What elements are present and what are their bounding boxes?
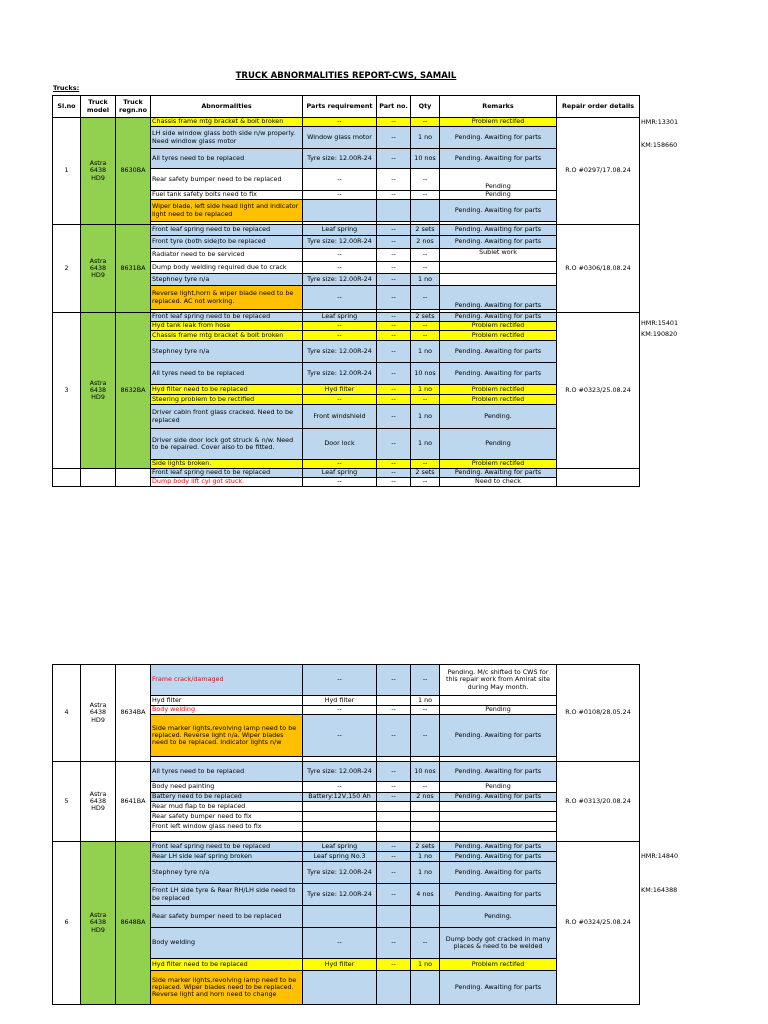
- qty-cell: 1 no: [411, 696, 440, 706]
- header-ro: Repair order details: [557, 96, 640, 118]
- partno-cell: --: [377, 286, 411, 310]
- partno-cell: --: [377, 118, 411, 127]
- partno-cell: --: [377, 852, 411, 862]
- qty-cell: 10 nos: [411, 363, 440, 385]
- partno-cell: --: [377, 395, 411, 405]
- remarks-cell: Problem rectifed: [440, 331, 557, 341]
- qty-cell: [411, 802, 440, 812]
- remarks-cell: [440, 262, 557, 274]
- ro-cell: R.O #0108/28.05.24: [557, 665, 640, 762]
- remarks-cell: Problem rectifed: [440, 959, 557, 971]
- abnormality-cell: Battery need to be replaced: [151, 793, 303, 802]
- remarks-cell: Pending. Awaiting for parts: [440, 200, 557, 222]
- qty-cell: 2 nos: [411, 236, 440, 249]
- qty-cell: --: [411, 249, 440, 262]
- header-parts: Parts requirement: [303, 96, 377, 118]
- remarks-cell: Pending. Awaiting for parts: [440, 884, 557, 906]
- abnormality-cell: Hyd tank leak from hose: [151, 322, 303, 331]
- abnormality-cell: Dump body lift cyl got stuck.: [151, 478, 303, 487]
- km-note: KM:158660: [641, 141, 678, 149]
- abnormality-cell: Front leaf spring need to be replaced: [151, 842, 303, 852]
- partno-cell: --: [377, 385, 411, 395]
- header-remarks: Remarks: [440, 96, 557, 118]
- ro-cell: R.O #0313/20.08.24: [557, 762, 640, 842]
- partno-cell: --: [377, 322, 411, 331]
- partno-cell: --: [377, 429, 411, 460]
- qty-cell: 10 nos: [411, 149, 440, 169]
- qty-cell: --: [411, 782, 440, 793]
- abnormality-cell: Driver side door lock got struck & n/w. Need to be repaired. Cover also to be fitted.: [151, 429, 303, 460]
- qty-cell: 1 no: [411, 341, 440, 363]
- parts-cell: Tyre size: 12.00R-24: [303, 884, 377, 906]
- regn-cell: 8641BA: [116, 762, 151, 842]
- remarks-cell: Pending: [440, 191, 557, 200]
- remarks-cell: Pending. Awaiting for parts: [440, 363, 557, 385]
- remarks-cell: Pending. Awaiting for parts: [440, 469, 557, 478]
- qty-cell: --: [411, 478, 440, 487]
- partno-cell: --: [377, 169, 411, 191]
- abnormality-cell: Front tyre (both side)to be replaced: [151, 236, 303, 249]
- partno-cell: --: [377, 862, 411, 884]
- km-note: KM:164388: [641, 886, 678, 894]
- qty-cell: [411, 906, 440, 928]
- slno-cell: 5: [53, 762, 81, 842]
- parts-cell: Tyre size: 12.00R-24: [303, 274, 377, 286]
- parts-cell: --: [303, 706, 377, 715]
- slno-cell: 2: [53, 225, 81, 313]
- abnormality-cell: Side marker lights,revolving lamp need to be replaced. Wiper blades need to be replaced. Reverse light and horn need to change: [151, 971, 303, 1005]
- qty-cell: [411, 822, 440, 832]
- qty-cell: --: [411, 665, 440, 696]
- abnormality-cell: Reverse light,horn & wiper blade need to be replaced. AC not working.: [151, 286, 303, 310]
- regn-cell: 8634BA: [116, 665, 151, 762]
- trucks-label: Trucks:: [53, 84, 80, 92]
- parts-cell: Tyre size: 12.00R-24: [303, 149, 377, 169]
- qty-cell: --: [411, 715, 440, 757]
- remarks-cell: Problem rectifed: [440, 395, 557, 405]
- remarks-cell: [440, 802, 557, 812]
- partno-cell: --: [377, 236, 411, 249]
- abnormality-cell: Chassis frame mtg bracket & bolt broken: [151, 118, 303, 127]
- qty-cell: 1 no: [411, 429, 440, 460]
- model-cell: Astra 6438 HD9: [81, 762, 116, 842]
- qty-cell: 1 no: [411, 127, 440, 149]
- remarks-cell: Pending. Awaiting for parts: [440, 225, 557, 236]
- qty-cell: 2 nos: [411, 793, 440, 802]
- qty-cell: --: [411, 322, 440, 331]
- remarks-cell: Pending. Awaiting for parts: [440, 793, 557, 802]
- slno-cell: 3: [53, 313, 81, 469]
- header-row: [53, 96, 640, 118]
- report-table-bottom: [52, 664, 640, 1005]
- qty-cell: --: [411, 286, 440, 310]
- header-slno: Sl.no: [53, 96, 81, 118]
- partno-cell: --: [377, 313, 411, 322]
- abnormality-cell: LH side window glass both side n/w properly. Need windlow glass motor: [151, 127, 303, 149]
- abnormality-cell: Hyd filter: [151, 696, 303, 706]
- abnormality-cell: Wiper blade, left side head light and indicator light need to be replaced: [151, 200, 303, 222]
- remarks-cell: Pending. Awaiting for parts: [440, 149, 557, 169]
- abnormality-cell: Rear safety bumper need to fix: [151, 812, 303, 822]
- abnormality-cell: Radiator need to be serviced: [151, 249, 303, 262]
- qty-cell: 4 nos: [411, 884, 440, 906]
- remarks-cell: Pending. Awaiting for parts: [440, 313, 557, 322]
- regn-cell: 8632BA: [116, 313, 151, 469]
- partno-cell: --: [377, 127, 411, 149]
- remarks-cell: Pending. Awaiting for parts: [440, 236, 557, 249]
- abnormality-cell: Driver cabin front glass cracked. Need to be replaced: [151, 405, 303, 429]
- parts-cell: [303, 822, 377, 832]
- abnormality-cell: Rear LH side leaf spring broken: [151, 852, 303, 862]
- slno-cell: 4: [53, 665, 81, 762]
- partno-cell: --: [377, 782, 411, 793]
- header-partno: Part no.: [377, 96, 411, 118]
- partno-cell: [377, 696, 411, 706]
- remarks-cell: Pending. Awaiting for parts: [440, 341, 557, 363]
- remarks-cell: Sublet work: [440, 249, 557, 262]
- table-row: [53, 469, 640, 478]
- abnormality-cell: Frame crack/damaged: [151, 665, 303, 696]
- regn-cell: [116, 469, 151, 487]
- qty-cell: [411, 971, 440, 1005]
- table-row: [53, 665, 640, 696]
- partno-cell: [377, 802, 411, 812]
- parts-cell: Tyre size: 12.00R-24: [303, 236, 377, 249]
- remarks-cell: Problem rectifed: [440, 385, 557, 395]
- remarks-cell: Pending. Awaiting for parts: [440, 862, 557, 884]
- remarks-cell: Pending: [440, 169, 557, 191]
- qty-cell: 2 sets: [411, 469, 440, 478]
- partno-cell: --: [377, 793, 411, 802]
- qty-cell: --: [411, 928, 440, 959]
- abnormality-cell: All tyres need to be replaced: [151, 762, 303, 782]
- partno-cell: [377, 971, 411, 1005]
- model-cell: Astra 6438 HD9: [81, 665, 116, 762]
- partno-cell: --: [377, 715, 411, 757]
- abnormality-cell: Stephney tyre n/a: [151, 862, 303, 884]
- parts-cell: --: [303, 395, 377, 405]
- partno-cell: [377, 200, 411, 222]
- qty-cell: 2 sets: [411, 842, 440, 852]
- model-cell: Astra 6438 HD9: [81, 842, 116, 1005]
- parts-cell: --: [303, 665, 377, 696]
- header-model: Truck model: [81, 96, 116, 118]
- partno-cell: --: [377, 884, 411, 906]
- partno-cell: --: [377, 762, 411, 782]
- parts-cell: --: [303, 249, 377, 262]
- remarks-cell: Pending.: [440, 405, 557, 429]
- table-row: [53, 762, 640, 782]
- parts-cell: Leaf spring No.3: [303, 852, 377, 862]
- model-cell: [81, 469, 116, 487]
- remarks-cell: Pending. Awaiting for parts: [440, 842, 557, 852]
- header-qty: Qty: [411, 96, 440, 118]
- parts-cell: Battery:12V,150 Ah: [303, 793, 377, 802]
- hmr-note: HMR:13301: [641, 118, 679, 126]
- remarks-cell: Problem rectifed: [440, 118, 557, 127]
- qty-cell: 1 no: [411, 959, 440, 971]
- regn-cell: 8631BA: [116, 225, 151, 313]
- header-abnormalities: Abnormalities: [151, 96, 303, 118]
- qty-cell: --: [411, 262, 440, 274]
- partno-cell: --: [377, 363, 411, 385]
- remarks-cell: Pending. Awaiting for parts: [440, 127, 557, 149]
- regn-cell: 8648BA: [116, 842, 151, 1005]
- abnormality-cell: Body need painting: [151, 782, 303, 793]
- slno-cell: 6: [53, 842, 81, 1005]
- parts-cell: [303, 906, 377, 928]
- remarks-cell: Problem rectifed: [440, 322, 557, 331]
- partno-cell: [377, 822, 411, 832]
- parts-cell: Tyre size: 12.00R-24: [303, 862, 377, 884]
- parts-cell: --: [303, 331, 377, 341]
- qty-cell: --: [411, 460, 440, 469]
- abnormality-cell: Hyd filter need to be replaced: [151, 385, 303, 395]
- remarks-cell: [440, 822, 557, 832]
- partno-cell: --: [377, 665, 411, 696]
- qty-cell: 2 sets: [411, 225, 440, 236]
- abnormality-cell: Front leaf spring need to be replaced: [151, 313, 303, 322]
- remarks-cell: Pending: [440, 429, 557, 460]
- qty-cell: --: [411, 331, 440, 341]
- abnormality-cell: Fuel tank safety bolts need to fix: [151, 191, 303, 200]
- parts-cell: --: [303, 118, 377, 127]
- abnormality-cell: Steering problem to be rectified: [151, 395, 303, 405]
- table-row: [53, 842, 640, 852]
- parts-cell: [303, 200, 377, 222]
- parts-cell: --: [303, 782, 377, 793]
- parts-cell: Tyre size: 12.00R-24: [303, 363, 377, 385]
- parts-cell: [303, 802, 377, 812]
- qty-cell: --: [411, 191, 440, 200]
- parts-cell: Tyre size: 12.00R-24: [303, 762, 377, 782]
- slno-cell: 1: [53, 118, 81, 225]
- km-note: KM:190820: [641, 330, 678, 338]
- table-row: [53, 225, 640, 236]
- parts-cell: --: [303, 322, 377, 331]
- remarks-cell: Pending.: [440, 906, 557, 928]
- parts-cell: Leaf spring: [303, 313, 377, 322]
- remarks-cell: Pending. Awaiting for parts: [440, 715, 557, 757]
- qty-cell: --: [411, 706, 440, 715]
- abnormality-cell: Side marker lights,revolving lamp need to be replaced. Reverse light n/a. Wiper blades need to be replaced. Indicator lights n/w: [151, 715, 303, 757]
- qty-cell: [411, 812, 440, 822]
- abnormality-cell: Stephney tyre n/a: [151, 341, 303, 363]
- abnormality-cell: Body welding: [151, 706, 303, 715]
- table-row: [53, 118, 640, 127]
- partno-cell: --: [377, 262, 411, 274]
- partno-cell: --: [377, 460, 411, 469]
- parts-cell: Leaf spring: [303, 842, 377, 852]
- partno-cell: --: [377, 249, 411, 262]
- model-cell: Astra 6438 HD9: [81, 225, 116, 313]
- partno-cell: --: [377, 842, 411, 852]
- qty-cell: 1 no: [411, 862, 440, 884]
- regn-cell: 8630BA: [116, 118, 151, 225]
- parts-cell: Leaf spring: [303, 469, 377, 478]
- ro-cell: R.O #0297/17.08.24: [557, 118, 640, 225]
- report-title: TRUCK ABNORMALITIES REPORT-CWS, SAMAIL: [235, 71, 457, 81]
- abnormality-cell: Rear mud flap to be replaced: [151, 802, 303, 812]
- parts-cell: [303, 812, 377, 822]
- parts-cell: Hyd filter: [303, 696, 377, 706]
- ro-cell: R.O #0323/25.08.24: [557, 313, 640, 469]
- remarks-cell: [440, 274, 557, 286]
- remarks-cell: Pending. Awaiting for parts: [440, 286, 557, 310]
- partno-cell: --: [377, 191, 411, 200]
- ro-cell: R.O #0306/18.08.24: [557, 225, 640, 313]
- abnormality-cell: Dump body welding required due to crack: [151, 262, 303, 274]
- parts-cell: Leaf spring: [303, 225, 377, 236]
- parts-cell: Tyre size: 12.00R-24: [303, 341, 377, 363]
- abnormality-cell: All tyres need to be replaced: [151, 149, 303, 169]
- partno-cell: --: [377, 225, 411, 236]
- abnormality-cell: All tyres need to be replaced: [151, 363, 303, 385]
- qty-cell: 1 no: [411, 274, 440, 286]
- qty-cell: 2 sets: [411, 313, 440, 322]
- remarks-cell: Pending. M/c shifted to CWS for this repair work from Amirat site during May month.: [440, 665, 557, 696]
- abnormality-cell: Front left window glass need to fix: [151, 822, 303, 832]
- abnormality-cell: Side lights broken.: [151, 460, 303, 469]
- qty-cell: 1 no: [411, 852, 440, 862]
- remarks-cell: Need to check: [440, 478, 557, 487]
- remarks-cell: Pending: [440, 706, 557, 715]
- qty-cell: 1 no: [411, 385, 440, 395]
- remarks-cell: Dump body got cracked in many places & need to be welded: [440, 928, 557, 959]
- qty-cell: --: [411, 118, 440, 127]
- parts-cell: Hyd filter: [303, 959, 377, 971]
- partno-cell: --: [377, 928, 411, 959]
- partno-cell: --: [377, 274, 411, 286]
- remarks-cell: Pending. Awaiting for parts: [440, 971, 557, 1005]
- model-cell: Astra 6438 HD9: [81, 313, 116, 469]
- parts-cell: Hyd filter: [303, 385, 377, 395]
- parts-cell: --: [303, 460, 377, 469]
- ro-cell: R.O #0324/25.08.24: [557, 842, 640, 1005]
- model-cell: Astra 6438 HD9: [81, 118, 116, 225]
- remarks-cell: Problem rectifed: [440, 460, 557, 469]
- partno-cell: [377, 812, 411, 822]
- partno-cell: --: [377, 478, 411, 487]
- header-regn: Truck regn.no: [116, 96, 151, 118]
- abnormality-cell: Front leaf spring need to be replaced: [151, 225, 303, 236]
- abnormality-cell: Stephney tyre n/a: [151, 274, 303, 286]
- qty-cell: --: [411, 169, 440, 191]
- remarks-cell: Pending. Awaiting for parts: [440, 852, 557, 862]
- remarks-cell: Pending. Awaiting for parts: [440, 762, 557, 782]
- partno-cell: --: [377, 331, 411, 341]
- hmr-note: HMR:14840: [641, 852, 679, 860]
- abnormality-cell: Front LH side tyre & Rear RH/LH side need to be replaced: [151, 884, 303, 906]
- remarks-cell: [440, 696, 557, 706]
- remarks-cell: [440, 812, 557, 822]
- table-row: [53, 313, 640, 322]
- parts-cell: --: [303, 169, 377, 191]
- abnormality-cell: Rear safety bumper need to be replaced: [151, 906, 303, 928]
- report-table-top: [52, 95, 640, 487]
- hmr-note: HMR:15401: [641, 319, 679, 327]
- slno-cell: [53, 469, 81, 487]
- qty-cell: --: [411, 395, 440, 405]
- partno-cell: --: [377, 469, 411, 478]
- parts-cell: [303, 971, 377, 1005]
- qty-cell: [411, 200, 440, 222]
- parts-cell: --: [303, 286, 377, 310]
- qty-cell: 1 no: [411, 405, 440, 429]
- partno-cell: [377, 906, 411, 928]
- parts-cell: Window glass motor: [303, 127, 377, 149]
- parts-cell: --: [303, 715, 377, 757]
- abnormality-cell: Front leaf spring need to be replaced: [151, 469, 303, 478]
- partno-cell: --: [377, 706, 411, 715]
- parts-cell: --: [303, 478, 377, 487]
- partno-cell: --: [377, 341, 411, 363]
- qty-cell: 10 nos: [411, 762, 440, 782]
- parts-cell: Door lock: [303, 429, 377, 460]
- abnormality-cell: Body welding: [151, 928, 303, 959]
- partno-cell: --: [377, 405, 411, 429]
- parts-cell: --: [303, 262, 377, 274]
- parts-cell: --: [303, 191, 377, 200]
- partno-cell: --: [377, 959, 411, 971]
- partno-cell: --: [377, 149, 411, 169]
- abnormality-cell: Chassis frame mtg bracket & bolt broken: [151, 331, 303, 341]
- parts-cell: Front windshield: [303, 405, 377, 429]
- parts-cell: --: [303, 928, 377, 959]
- remarks-cell: Pending: [440, 782, 557, 793]
- ro-cell: [557, 469, 640, 487]
- abnormality-cell: Hyd filter need to be replaced: [151, 959, 303, 971]
- abnormality-cell: Rear safety bumper need to be replaced: [151, 169, 303, 191]
